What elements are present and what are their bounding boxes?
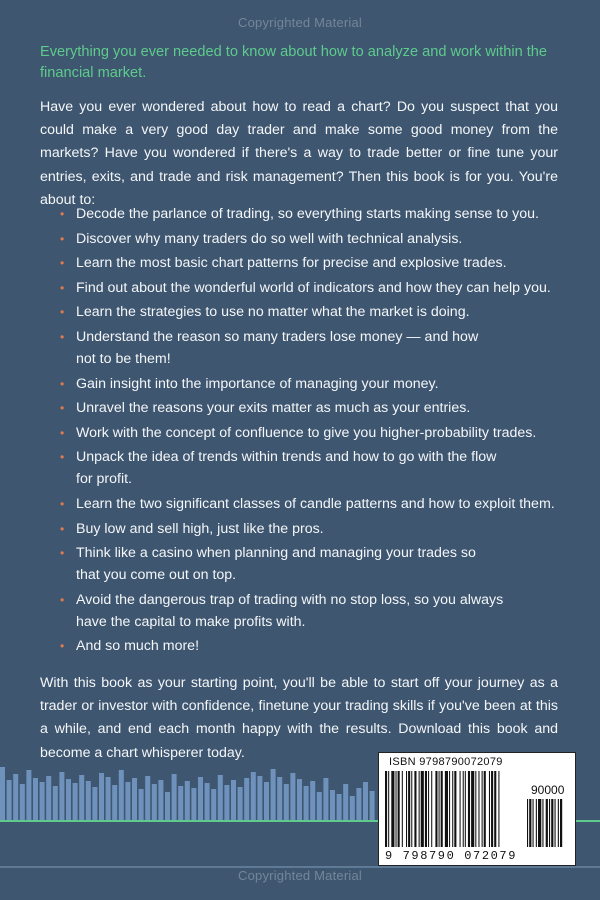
decorative-bar [53,786,58,822]
bullet-icon: • [60,401,65,416]
list-item: • Discover why many traders do so well with technical analysis. [58,228,578,250]
addon-bar [551,799,553,847]
bullet-icon: • [60,592,65,607]
decorative-bar [370,791,375,822]
decorative-bar [231,780,236,822]
decorative-bar [290,773,295,822]
decorative-bar [224,785,229,822]
barcode-bar [441,771,443,847]
barcode-bar [428,771,429,847]
addon-bar [549,799,550,847]
decorative-bar [99,773,104,822]
bullet-icon: • [60,639,65,654]
list-item: • Understand the reason so many traders lose money — and how not to be them! [58,326,496,370]
list-item: • Buy low and sell high, just like the pros. [58,518,578,540]
decorative-bar [92,787,97,822]
decorative-bar [330,790,335,822]
barcode-bar [484,771,486,847]
barcode-bar [465,771,466,847]
decorative-bar [363,782,368,822]
barcode-bar [449,771,450,847]
decorative-bar [251,772,256,822]
copyright-watermark-top: Copyrighted Material [238,15,362,30]
decorative-bar [112,785,117,822]
decorative-bar [73,783,78,822]
list-item: • Unravel the reasons your exits matter as much as your entries. [58,397,578,419]
decorative-bar [178,786,183,822]
decorative-bar [172,774,177,822]
decorative-bar [185,781,190,822]
barcode-bar [489,771,490,847]
isbn-barcode [378,752,576,866]
addon-bar [542,799,543,847]
barcode-bar [408,771,410,847]
addon-bar [538,799,541,847]
barcode-bar [452,771,453,847]
decorative-bar [158,780,163,822]
decorative-bar [0,767,5,822]
barcode-bar [396,771,397,847]
barcode-bar [445,771,448,847]
barcode-bar [463,771,464,847]
barcode-bar [414,771,416,847]
barcode-bar [388,771,389,847]
decorative-bar [139,789,144,822]
tagline: Everything you ever needed to know about how to analyze and work within the financial market. [40,44,548,81]
decorative-bar [33,778,38,822]
bullet-icon: • [60,280,65,295]
decorative-bar [165,792,170,822]
decorative-bar [13,774,18,822]
decorative-bar [356,788,361,822]
barcode-bar [421,771,424,847]
bullet-icon: • [60,425,65,440]
addon-bar [527,799,528,847]
decorative-bar [284,784,289,822]
decorative-bar [119,770,124,822]
barcode-bar [475,771,476,847]
decorative-bar [297,779,302,822]
addon-bar [555,799,556,847]
decorative-bar [132,778,137,822]
barcode-bar [385,771,387,847]
barcode-bar [425,771,427,847]
list-item: • Learn the most basic chart patterns for precise and explosive trades. [58,252,578,274]
addon-bar [560,799,562,847]
list-item: • Unpack the idea of trends within trends and how to go with the flow for profit. [58,446,506,490]
list-item: • Think like a casino when planning and managing your trades so that you come out on top. [58,542,496,586]
bullet-icon: • [60,305,65,320]
decorative-bar [304,786,309,822]
addon-bar [546,799,548,847]
price-code: 90000 [531,783,565,797]
closing-paragraph: With this book as your starting point, you'll be able to start off your journey as a trader or investor with confidence, finetune your trading skills if you've been at this a while, and end each month happy with the results. Download this book and become a chart whisperer today. [40,675,558,761]
bullet-icon: • [60,207,65,221]
decorative-bar [59,772,64,822]
addon-bar [558,799,559,847]
decorative-bar [205,783,210,822]
bullet-icon: • [60,256,65,271]
barcode-bar [419,771,420,847]
bullet-icon: • [60,450,65,465]
decorative-bar [125,782,130,822]
decorative-bar [152,784,157,822]
barcode-bar [411,771,412,847]
decorative-bar [7,780,12,822]
barcode-bar [398,771,400,847]
bullet-icon: • [60,521,65,536]
decorative-bar [218,775,223,822]
decorative-bar [244,778,249,822]
barcode-bar [491,771,493,847]
decorative-bar [337,794,342,822]
decorative-bar [257,776,262,822]
decorative-bar [264,782,269,822]
list-item: • Work with the concept of confluence to give you higher-probability trades. [58,422,578,444]
decorative-bar [46,776,51,822]
decorative-bar [350,796,355,822]
bullet-icon: • [60,329,65,344]
barcode-bar [460,771,461,847]
decorative-bar [145,776,150,822]
decorative-bar [26,770,31,822]
barcode-bar [435,771,437,847]
decorative-bar [343,784,348,822]
bullet-icon: • [60,546,65,561]
barcode-bar [482,771,483,847]
decorative-bar [106,777,111,822]
addon-bar [529,799,531,847]
barcode-bar [471,771,474,847]
decorative-bar [310,781,315,822]
barcode-bar [498,771,499,847]
addon-bar [536,799,537,847]
decorative-bar [238,787,243,822]
list-item: • And so much more! [58,635,578,657]
list-item: • Decode the parlance of trading, so everything starts making sense to you. [58,203,578,225]
list-item: • Learn the two significant classes of candle patterns and how to exploit them. [58,493,578,515]
list-item: • Find out about the wonderful world of indicators and how they can help you. [58,277,578,299]
list-item: • Avoid the dangerous trap of trading with no stop loss, so you always have the capital to make profits with. [58,589,536,633]
intro-paragraph: Have you ever wondered about how to read a chart? Do you suspect that you could make a very good day trader and make some good money from the markets? Have you wondered if there's a way to trade better or fine tune your entries, exits, and trade and risk management? Then this book is for you. You're about to: [40,99,558,208]
barcode-bar [439,771,440,847]
bullet-icon: • [60,496,65,511]
copyright-watermark-bottom: Copyrighted Material [238,868,362,883]
barcode-bar [454,771,456,847]
barcode-bar [406,771,407,847]
price-addon-bars [527,799,569,847]
list-item: • Learn the strategies to use no matter what the market is doing. [58,301,578,323]
barcode-bar [391,771,394,847]
decorative-bar [323,778,328,822]
decorative-bar [271,769,276,822]
benefit-list [58,203,578,660]
decorative-bar [211,789,216,822]
decorative-bar [66,779,71,822]
barcode-bars [385,771,520,849]
isbn-label: ISBN 9798790072079 [389,756,503,768]
decorative-bar [20,784,25,822]
ean-digits: 9 798790 072079 [385,849,518,863]
barcode-bar [494,771,496,847]
decorative-bar [198,777,203,822]
decorative-bar [40,782,45,822]
decorative-bar [191,788,196,822]
decorative-bar [86,781,91,822]
barcode-bar [402,771,403,847]
bullet-icon: • [60,376,65,391]
barcode-bar [478,771,479,847]
decorative-bar [79,775,84,822]
barcode-bar [431,771,432,847]
addon-bar [533,799,534,847]
decorative-bar [317,792,322,822]
decorative-bar [277,777,282,822]
list-item: • Gain insight into the importance of managing your money. [58,373,578,395]
bullet-icon: • [60,231,65,246]
barcode-bar [468,771,470,847]
